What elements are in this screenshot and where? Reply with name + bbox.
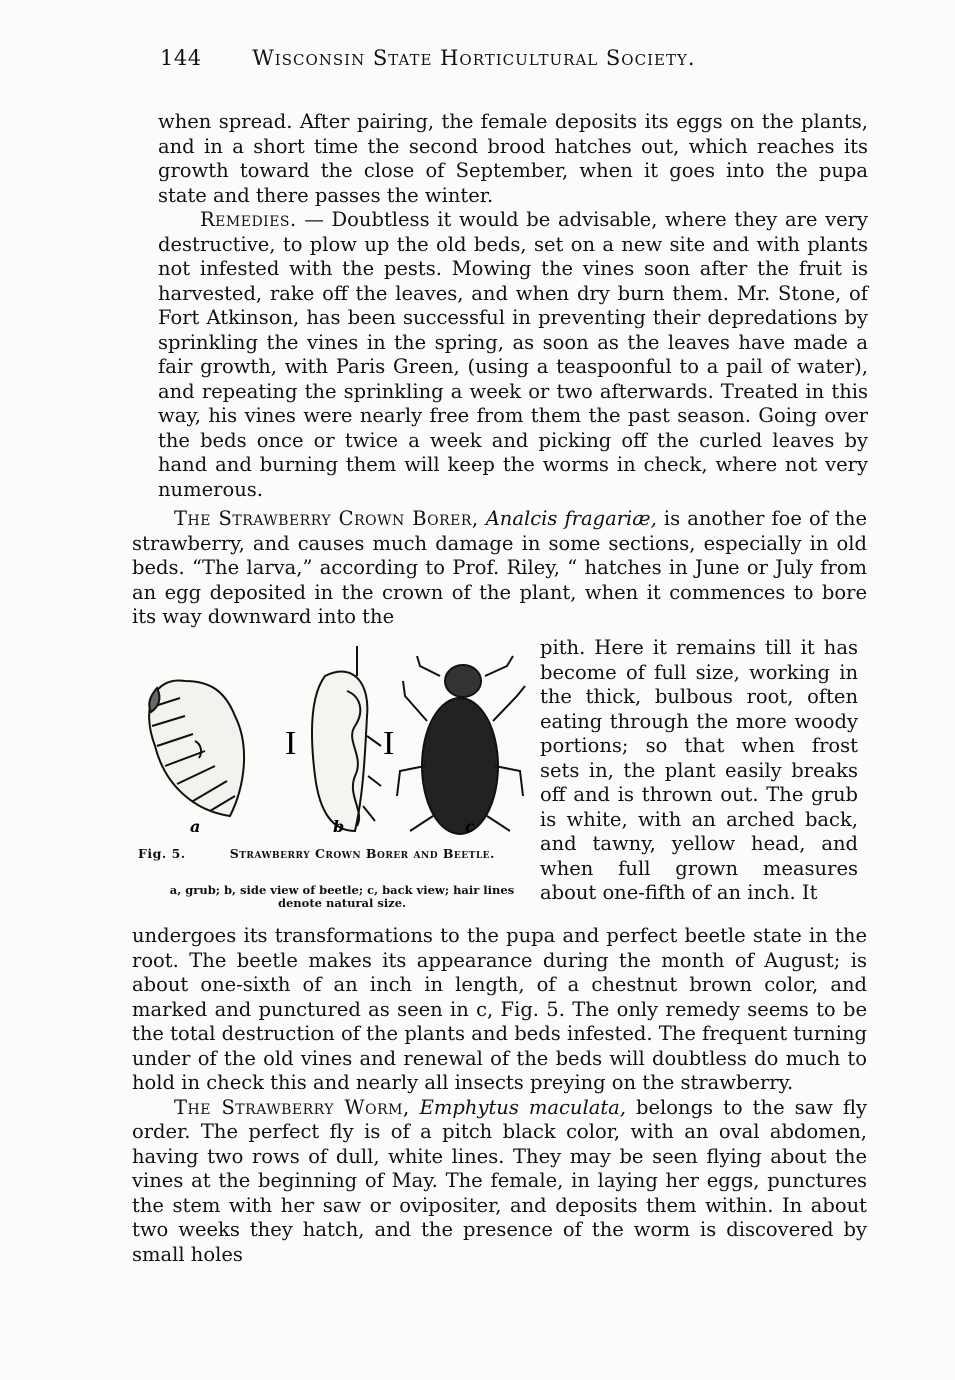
text-block-bottom xyxy=(132,924,867,1267)
label-b: b xyxy=(333,817,345,836)
page-number: 144 xyxy=(160,46,202,70)
figure-legend: a, grub; b, side view of beetle; c, back view; hair lines denote natural size. xyxy=(169,883,515,910)
label-c: c xyxy=(465,817,475,836)
text-block-top xyxy=(158,110,868,502)
scale-mark-1: I xyxy=(285,725,297,762)
strawberry-worm-species: Emphytus maculata, xyxy=(419,1095,626,1119)
scale-mark-2: I xyxy=(383,725,395,762)
figure-caption-title: Strawberry Crown Borer and Beetle. xyxy=(229,846,495,861)
insect-illustration xyxy=(135,636,535,836)
text-beside-figure: pith. Here it remains till it has become of full size, working in the thick, bulbous root, often eating through the more woody portions; so that when frost sets in, the plant easily breaks off and is thrown out. The grub is white, with an arched back, and tawny, yellow head, and when full grown measures about one-fifth of an inch. It xyxy=(540,636,858,904)
beetle-back-drawing xyxy=(397,656,525,834)
paragraph-winter: when spread. After pairing, the female deposits its eggs on the plants, and in a short time the second brood hatches out, which reaches its growth toward the close of September, when it goes into the pupa state and there passes the winter. xyxy=(158,110,868,207)
figure-number: Fig. 5. xyxy=(138,846,186,861)
paragraph-crown-borer xyxy=(132,507,867,630)
text-block-crown-borer xyxy=(132,507,867,630)
strawberry-worm-heading: The Strawberry Worm, xyxy=(174,1095,410,1119)
crown-borer-species: Analcis fragariæ, xyxy=(485,507,657,530)
paragraph-strawberry-worm xyxy=(132,1096,867,1268)
paragraph-remedies xyxy=(158,208,868,502)
remedies-text: — Doubtless it would be advisable, where they are very destructive, to plow up the old beds, set on a new site and with plants not infested with the pests. Mowing the vines soon after the fruit is harvested, rake off the leaves, and when dry burn them. Mr. Stone, of Fort Atkinson, has been successful in preventing their depredations by sprinkling the vines in the spring, as soon as the leaves have made a fair growth, with Paris Green, (using a teaspoonful to a pail of water), and repeating the sprinkling a week or two afterwards. Treated in this way, his vines were nearly free from them the past season. Going over the beds once or twice a week and picking off the curled leaves by hand and burning them will keep the worms in check, where not very numerous. xyxy=(158,208,868,501)
crown-borer-heading: The Strawberry Crown Borer, xyxy=(174,507,479,530)
crown-borer-text: is another foe of the strawberry, and causes much damage in some sections, especially in old beds. “The larva,” according to Prof. Riley, “ hatches in June or July from an egg deposited in the crown of the plant, when it commences to bore its way downward into the xyxy=(132,507,867,628)
grub-drawing xyxy=(149,680,244,816)
strawberry-worm-text: belongs to the saw fly order. The perfect fly is of a pitch black color, with an oval abdomen, having two rows of dull, white lines. They may be seen flying about the vines at the beginning of May. The female, in laying her eggs, punctures the stem with her saw or ovipositer, and deposits them within. In about two weeks they hatch, and the presence of the worm is discovered by small holes xyxy=(132,1095,867,1266)
running-title: Wisconsin State Horticultural Society. xyxy=(252,46,696,70)
paragraph-crown-borer-continued: undergoes its transformations to the pupa and perfect beetle state in the root. The beetle makes its appearance during the month of August; is about one-sixth of an inch in length, of a chestnut brown color, and marked and punctured as seen in c, Fig. 5. The only remedy seems to be the total destruction of the plants and beds infested. The frequent turning under of the old vines and renewal of the beds will doubtless do much to hold in check this and nearly all insects preying on the strawberry. xyxy=(132,924,867,1094)
label-a: a xyxy=(190,817,201,836)
figure-caption xyxy=(138,846,533,861)
figure-5-illustration xyxy=(135,636,535,836)
page-header xyxy=(160,46,860,70)
beetle-side-drawing xyxy=(312,646,381,831)
remedies-heading: Remedies. xyxy=(200,208,297,231)
